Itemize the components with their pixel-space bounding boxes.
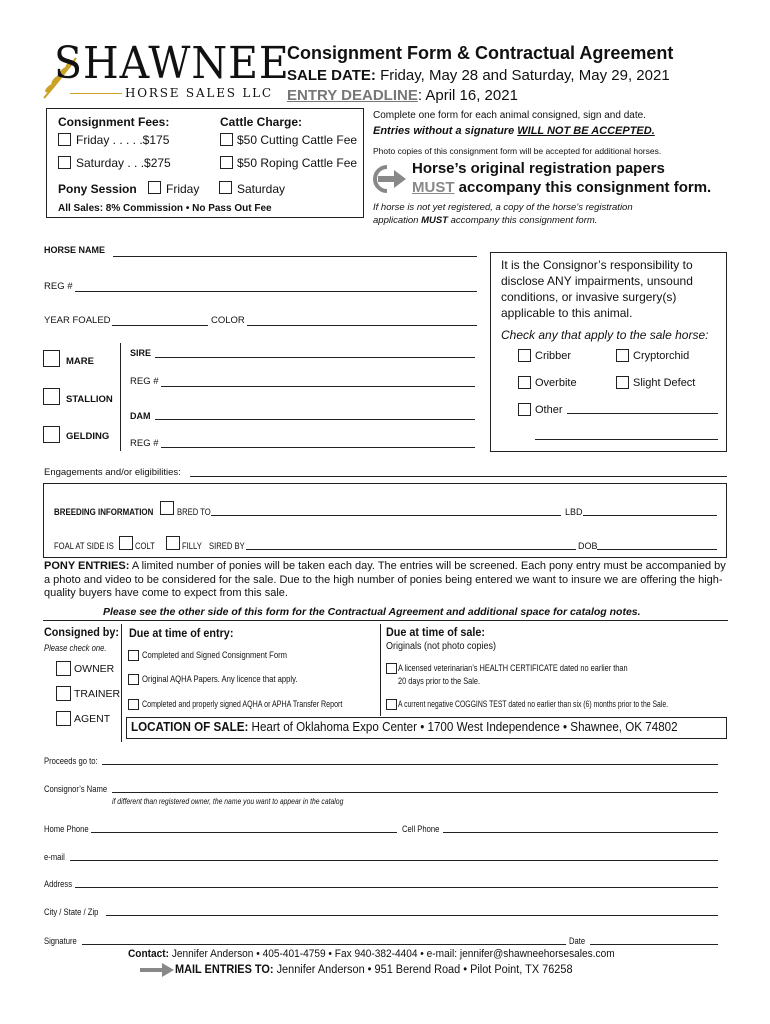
engagements-label: Engagements and/or eligibilities: — [44, 467, 181, 478]
contact-label: Contact: — [128, 948, 170, 960]
mail-entries-line — [175, 964, 573, 976]
location-text: Heart of Oklahoma Expo Center • 1700 West Independence • Shawnee, OK 74802 — [248, 720, 678, 734]
owner-label: OWNER — [74, 663, 115, 675]
due-entry-item2-checkbox[interactable] — [128, 674, 139, 685]
mail-entries-label: MAIL ENTRIES TO: — [175, 964, 274, 976]
papers-must: MUST — [412, 179, 455, 196]
roping-fee-checkbox[interactable] — [220, 156, 233, 169]
filly-label: FILLY — [182, 541, 202, 551]
due-sale-item1-checkbox[interactable] — [386, 663, 397, 674]
instruction-line-2 — [373, 125, 655, 137]
dam-field[interactable] — [155, 419, 475, 420]
dob-label: DOB — [578, 541, 598, 551]
sire-reg-label: REG # — [130, 376, 159, 387]
section-rule — [43, 620, 728, 621]
foal-at-side-label: FOAL AT SIDE IS — [54, 541, 114, 551]
colt-label: COLT — [135, 541, 155, 551]
consignment-fees-title: Consignment Fees: — [58, 115, 170, 129]
dam-label: DAM — [130, 411, 151, 421]
friday-fee-label: Friday . . . . .$175 — [76, 133, 170, 147]
signature-field[interactable] — [82, 944, 566, 945]
overbite-label: Overbite — [535, 377, 577, 389]
due-entry-item2: Original AQHA Papers. Any licence that apply. — [142, 674, 298, 684]
registration-note-2 — [373, 215, 597, 226]
address-label: Address — [44, 879, 73, 889]
cryptorchid-checkbox[interactable] — [616, 349, 629, 362]
pony-friday-checkbox[interactable] — [148, 181, 161, 194]
pony-friday-label: Friday — [166, 182, 200, 196]
dam-reg-field[interactable] — [161, 447, 475, 448]
lbd-field[interactable] — [583, 515, 717, 516]
registration-note-1: If horse is not yet registered, a copy of the horse’s registration — [373, 202, 633, 213]
date-label: Date — [569, 936, 586, 946]
contact-line — [128, 948, 615, 960]
contact-text: Jennifer Anderson • 405-401-4759 • Fax 940-382-4404 • e-mail: jennifer@shawneehorsesales.com — [169, 948, 615, 960]
reg-label: REG # — [44, 281, 73, 292]
breeding-title: BREEDING INFORMATION — [54, 507, 154, 517]
instruction-line-2a: Entries without a signature — [373, 125, 518, 137]
saturday-fee-label: Saturday . . .$275 — [76, 156, 171, 170]
instruction-line-2b: WILL NOT BE ACCEPTED. — [517, 125, 655, 137]
trainer-label: TRAINER — [74, 688, 121, 700]
trainer-checkbox[interactable] — [56, 686, 71, 701]
entry-deadline-value: : April 16, 2021 — [417, 87, 518, 104]
owner-checkbox[interactable] — [56, 661, 71, 676]
email-label: e-mail — [44, 852, 65, 862]
consigned-divider — [121, 624, 122, 742]
cell-phone-field[interactable] — [443, 832, 718, 833]
due-sale-item1a: A licensed veterinarian’s HEALTH CERTIFICATE dated no earlier than — [398, 663, 628, 673]
sired-by-field[interactable] — [246, 549, 576, 550]
logo-brand: SHAWNEE — [54, 38, 290, 89]
instruction-line-1: Complete one form for each animal consigned, sign and date. — [373, 110, 646, 121]
slight-defect-checkbox[interactable] — [616, 376, 629, 389]
pony-entries-label: PONY ENTRIES: — [44, 560, 130, 572]
proceeds-label: Proceeds go to: — [44, 756, 98, 766]
sire-field[interactable] — [155, 357, 475, 358]
other-field[interactable] — [567, 413, 718, 414]
due-sale-item1b: 20 days prior to the Sale. — [398, 676, 481, 686]
pony-entries-text: A limited number of ponies will be taken each day. The entries will be screened. Each pony entry must be accompanied by a photo and video to be considered for the sale. Due to the high number of ponies being entered we want to insure we are offering the high-quality buyers have come to expect from this sale. — [44, 560, 726, 599]
home-phone-field[interactable] — [91, 832, 397, 833]
city-field[interactable] — [106, 915, 718, 916]
sale-date — [287, 67, 670, 84]
location-of-sale — [131, 720, 678, 734]
other-side-note: Please see the other side of this form for the Contractual Agreement and additional space for catalog notes. — [103, 606, 641, 618]
color-label: COLOR — [211, 315, 245, 326]
bred-to-field[interactable] — [211, 515, 561, 516]
due-sale-title: Due at time of sale: — [386, 625, 486, 639]
logo — [40, 38, 290, 102]
saturday-fee-checkbox[interactable] — [58, 156, 71, 169]
gelding-label: GELDING — [66, 431, 110, 442]
due-divider — [380, 624, 381, 716]
consignor-name-note: if different than registered owner, the name you want to appear in the catalog — [112, 797, 344, 806]
arrow-right-icon — [372, 164, 408, 194]
page-title: Consignment Form & Contractual Agreement — [287, 43, 674, 63]
pedigree-divider — [120, 343, 121, 451]
agent-label: AGENT — [74, 713, 111, 725]
stallion-checkbox[interactable] — [43, 388, 60, 405]
sale-date-value: Friday, May 28 and Saturday, May 29, 2021 — [380, 67, 670, 84]
due-entry-title: Due at time of entry: — [129, 626, 234, 640]
mail-entries-text: Jennifer Anderson • 951 Berend Road • Pilot Point, TX 76258 — [273, 964, 573, 976]
bred-to-checkbox[interactable] — [160, 501, 174, 515]
lbd-label: LBD — [565, 507, 583, 517]
color-field[interactable] — [247, 325, 477, 326]
stallion-label: STALLION — [66, 394, 113, 405]
signature-label: Signature — [44, 936, 77, 946]
sire-label: SIRE — [130, 348, 152, 358]
due-sale-item2: A current negative COGGINS TEST dated no earlier than six (6) months prior to the Sale. — [398, 699, 669, 709]
cribber-checkbox[interactable] — [518, 349, 531, 362]
email-field[interactable] — [70, 860, 718, 861]
horse-name-label: HORSE NAME — [44, 245, 106, 255]
due-entry-item3-checkbox[interactable] — [128, 699, 139, 710]
colt-checkbox[interactable] — [119, 536, 133, 550]
consignor-name-field[interactable] — [112, 792, 718, 793]
agent-checkbox[interactable] — [56, 711, 71, 726]
cutting-fee-checkbox[interactable] — [220, 133, 233, 146]
address-field[interactable] — [75, 887, 718, 888]
logo-rule — [70, 93, 122, 94]
gelding-checkbox[interactable] — [43, 426, 60, 443]
entry-deadline-label: ENTRY DEADLINE — [287, 87, 418, 104]
sale-date-label: SALE DATE: — [287, 67, 376, 84]
papers-line-2 — [412, 179, 711, 196]
consigned-by-sub: Please check one. — [44, 643, 107, 653]
commission-note: All Sales: 8% Commission • No Pass Out Fee — [58, 203, 272, 214]
horse-name-field[interactable] — [113, 256, 477, 257]
disclosure-check-prompt: Check any that apply to the sale horse: — [501, 328, 709, 342]
home-phone-label: Home Phone — [44, 824, 89, 834]
sired-by-label: SIRED BY — [209, 541, 245, 551]
due-sale-item2-checkbox[interactable] — [386, 699, 397, 710]
due-sale-sub: Originals (not photo copies) — [386, 641, 497, 652]
arrow-right-icon — [140, 963, 174, 977]
date-field[interactable] — [590, 944, 718, 945]
other-field-2[interactable] — [535, 439, 718, 440]
pony-entries-paragraph — [44, 560, 728, 601]
due-entry-item1: Completed and Signed Consignment Form — [142, 650, 288, 660]
cell-phone-label: Cell Phone — [402, 824, 440, 834]
cattle-charge-title: Cattle Charge: — [220, 115, 303, 129]
pony-session-label: Pony Session — [58, 182, 137, 196]
year-foaled-label: YEAR FOALED — [44, 315, 111, 326]
filly-checkbox[interactable] — [166, 536, 180, 550]
dob-field[interactable] — [597, 549, 717, 550]
bred-to-label: BRED TO — [177, 507, 211, 517]
logo-subtitle: HORSE SALES LLC — [125, 86, 273, 100]
registration-note-must: MUST — [421, 215, 448, 226]
sire-reg-field[interactable] — [161, 386, 475, 387]
instruction-line-3: Photo copies of this consignment form will be accepted for additional horses. — [373, 146, 662, 156]
papers-line-1: Horse’s original registration papers — [412, 160, 665, 177]
year-foaled-field[interactable] — [112, 325, 208, 326]
other-label: Other — [535, 404, 563, 416]
consignor-name-label: Consignor’s Name — [44, 784, 108, 794]
location-label: LOCATION OF SALE: — [131, 720, 249, 734]
mare-checkbox[interactable] — [43, 350, 60, 367]
mare-label: MARE — [66, 356, 94, 367]
entry-deadline — [287, 87, 518, 104]
pony-saturday-checkbox[interactable] — [219, 181, 232, 194]
disclosure-text: It is the Consignor’s responsibility to disclose ANY impairments, unsound conditions, or invasive surgery(s) applicable to this animal. — [501, 258, 693, 320]
papers-line-2-text: accompany this consignment form. — [454, 179, 712, 196]
overbite-checkbox[interactable] — [518, 376, 531, 389]
registration-note-2b: accompany this consignment form. — [447, 215, 598, 226]
proceeds-field[interactable] — [102, 764, 718, 765]
other-checkbox[interactable] — [518, 403, 531, 416]
slight-defect-label: Slight Defect — [633, 377, 696, 389]
engagements-field[interactable] — [190, 476, 727, 477]
due-entry-item3: Completed and properly signed AQHA or APHA Transfer Report — [142, 699, 343, 709]
cutting-fee-label: $50 Cutting Cattle Fee — [237, 133, 358, 147]
cryptorchid-label: Cryptorchid — [633, 350, 690, 362]
cribber-label: Cribber — [535, 350, 572, 362]
city-label: City / State / Zip — [44, 907, 99, 917]
roping-fee-label: $50 Roping Cattle Fee — [237, 156, 358, 170]
friday-fee-checkbox[interactable] — [58, 133, 71, 146]
due-entry-item1-checkbox[interactable] — [128, 650, 139, 661]
pony-saturday-label: Saturday — [237, 182, 286, 196]
consigned-by-title: Consigned by: — [44, 625, 120, 639]
registration-note-2a: application — [373, 215, 422, 226]
reg-field[interactable] — [75, 291, 477, 292]
dam-reg-label: REG # — [130, 438, 159, 449]
